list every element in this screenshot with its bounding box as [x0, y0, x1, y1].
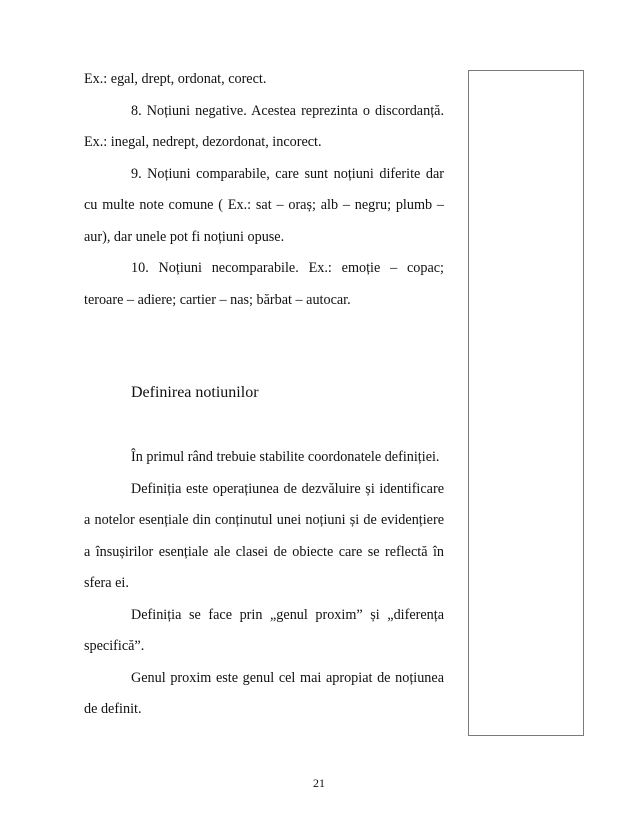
paragraph: 8. Noțiuni negative. Acestea reprezinta o discordanță. [131, 102, 444, 119]
paragraph: 10. Noțiuni necomparabile. Ex.: emoție – copac; teroare – adiere; cartier – nas; bărbat – autocar. [84, 260, 444, 308]
margin-box [468, 70, 584, 736]
paragraph: În primul rând trebuie stabilite coordonatele definiției. [131, 449, 440, 465]
text-section-notions [84, 64, 444, 316]
section-heading: Definirea notiunilor [131, 384, 259, 401]
paragraph: Definiția este operațiunea de dezvăluire și identificare a notelor esențiale din conținutul unei noțiuni și de evidențiere a însușirilor esențiale ale clasei de obiecte care se reflectă în sfera ei. [84, 480, 444, 591]
paragraph: Genul proxim este genul cel mai apropiat de noțiunea de definit. [84, 669, 444, 717]
paragraph: 9. Noțiuni comparabile, care sunt noțiuni diferite dar cu multe note comune ( Ex.: sat – oraș; alb – negru; plumb – aur), dar unele pot fi noțiuni opuse. [84, 165, 444, 245]
page-number: 21 [313, 776, 325, 790]
paragraph: Ex.: inegal, nedrept, dezordonat, incorect. [84, 134, 322, 150]
text-section-definition [84, 442, 444, 726]
paragraph: Ex.: egal, drept, ordonat, corect. [84, 71, 267, 87]
paragraph: Definiția se face prin „genul proxim” și „diferența specifică”. [84, 606, 444, 654]
